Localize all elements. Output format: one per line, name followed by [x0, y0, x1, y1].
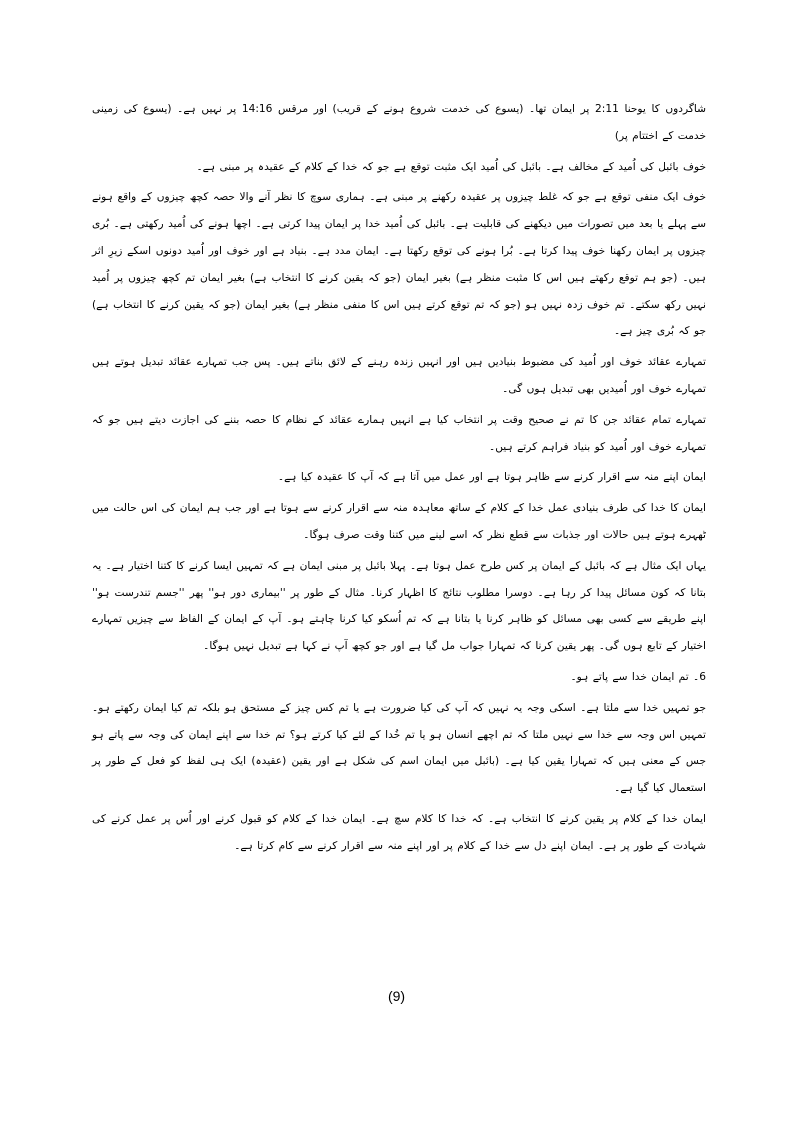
paragraph-2: خوف بائبل کی اُمید کے مخالف ہے۔ بائبل کی اُمید ایک مثبت توقع ہے جو کہ خدا کے کلام کے عقیدہ پر مبنی ہے۔ — [196, 160, 706, 173]
paragraph-3: خوف ایک منفی توقع ہے جو کہ غلط چیزوں پر عقیدہ رکھنے پر مبنی ہے۔ ہماری سوچ کا نظر آنے والا حصہ کچھ چیزوں کے واقع ہونے سے پہلے یا بعد میں تصورات میں دیکھنے کی قابلیت ہے۔ بائبل کی اُمید خدا پر ایمان پیدا کرتی ہے۔ اچھا ہونے کی اُمید رکھتی ہے۔ بُری چیزوں پر ایمان رکھنا خوف پیدا کرتا ہے۔ بُرا ہونے کی توقع رکھتا ہے۔ ایمان مدد ہے۔ بنیاد ہے اور خوف اور اُمید دونوں اسکے زیرِ اثر ہیں۔ (جو ہم توقع رکھتے ہیں اس کا مثبت منظر ہے) بغیر ایمان (جو کہ یقین کرنے کا انتخاب ہے) بغیر ایمان تم کچھ چیزوں پر اُمید نہیں رکھ سکتے۔ تم خوف زدہ نہیں ہو (جو کہ تم توقع کرتے ہیں اس کا منفی منظر ہے) بغیر ایمان (جو کہ یقین کرنے کا انتخاب ہے) جو کہ بُری چیز ہے۔ — [92, 191, 706, 338]
paragraph-11: ایمان خدا کے کلام پر یقین کرنے کا انتخاب ہے۔ کہ خدا کا کلام سچ ہے۔ ایمان خدا کے کلام کو قبول کرنے اور اُس پر عمل کرنے کی شہادت کے طور پر ہے۔ ایمان اپنے دل سے خدا کے کلام پر اور اپنے منہ سے اقرار کرنے سے کام کرتا ہے۔ — [92, 812, 706, 852]
paragraph-6: ایمان اپنے منہ سے اقرار کرنے سے ظاہر ہوتا ہے اور عمل میں آتا ہے کہ آپ کا عقیدہ کیا ہے۔ — [277, 471, 706, 484]
paragraph-10: جو تمہیں خدا سے ملتا ہے۔ اسکی وجہ یہ نہیں کہ آپ کی کیا ضرورت ہے یا تم کس چیز کے مستحق ہو بلکہ تم کیا ایمان رکھتے ہو۔ تمہیں اس وجہ سے خدا سے نہیں ملتا کہ تم اچھے انسان ہو یا تم خُدا کے لئے کیا کرتے ہو؟ تم خدا سے اپنے ایمان کی وجہ سے پاتے ہو جس کے معنی ہیں کہ تمہارا یقین کیا ہے۔ (بائبل میں ایمان اسم کی شکل ہے اور یقین (عقیدہ) ایک ہی لفظ کو فعل کے طور پر استعمال کیا گیا ہے۔ — [92, 701, 706, 795]
paragraph-5: تمہارے تمام عقائد جن کا تم نے صحیح وقت پر انتخاب کیا ہے انہیں ہمارے عقائد کے نظام کا حصہ بننے کی اجازت دیتے ہیں جو کہ تمہارے خوف اور اُمید کو بنیاد فراہم کرتے ہیں۔ — [92, 413, 706, 453]
page-number: (9) — [387, 988, 406, 1004]
paragraph-8: یہاں ایک مثال ہے کہ بائبل کے ایمان پر کس طرح عمل ہوتا ہے۔ پہلا بائبل پر مبنی ایمان ہے کہ تمہیں ایسا کرنے کا کتنا اختیار ہے۔ یہ بتانا کہ کون مسائل پیدا کر رہا ہے۔ دوسرا مطلوب نتائج کا اظہار کرنا۔ مثال کے طور پر ''بیماری دور ہو'' پھر ''جسم تندرست ہو'' اپنے طریقے سے کسی بھی مسائل کو ظاہر کرنا یا بتانا ہے کہ تم اُسکو کیا کرنا چاہتے ہو۔ آپ کے ایمان کے الفاظ سے چیزیں تمہارے اختیار کے تابع ہوں گی۔ پھر یقین کرنا کہ تمہارا جواب مل گیا ہے اور جو کچھ آپ نے کہا ہے تبدیل نہیں ہوگا۔ — [92, 559, 706, 653]
paragraph-7: ایمان کا خدا کی طرف بنیادی عمل خدا کے کلام کے ساتھ معاہدہ منہ سے اقرار کرنے سے ہوتا ہے اور جب ہم ایمان کی اس حالت میں ٹھہرے ہوتے ہیں حالات اور جذبات سے قطع نظر کہ اسے لینے میں کتنا وقت صرف ہوگا۔ — [92, 502, 706, 541]
body-text — [92, 96, 706, 864]
paragraph-9: 6۔ تم ایمان خدا سے پاتے ہو۔ — [570, 670, 706, 683]
paragraph-4: تمہارے عقائد خوف اور اُمید کی مضبوط بنیادیں ہیں اور انہیں زندہ رہنے کے لائق بناتے ہیں۔ پس جب تمہارے عقائد تبدیل ہوتے ہیں تمہارے خوف اور اُمیدیں بھی تبدیل ہوں گی۔ — [92, 356, 706, 395]
paragraph-1: شاگردوں کا یوحنا 2:11 پر ایمان تھا۔ (یسوع کی خدمت شروع ہونے کے قریب) اور مرقس 14:16 پر نہیں ہے۔ (یسوع کی زمینی خدمت کے اختتام پر) — [92, 103, 707, 142]
